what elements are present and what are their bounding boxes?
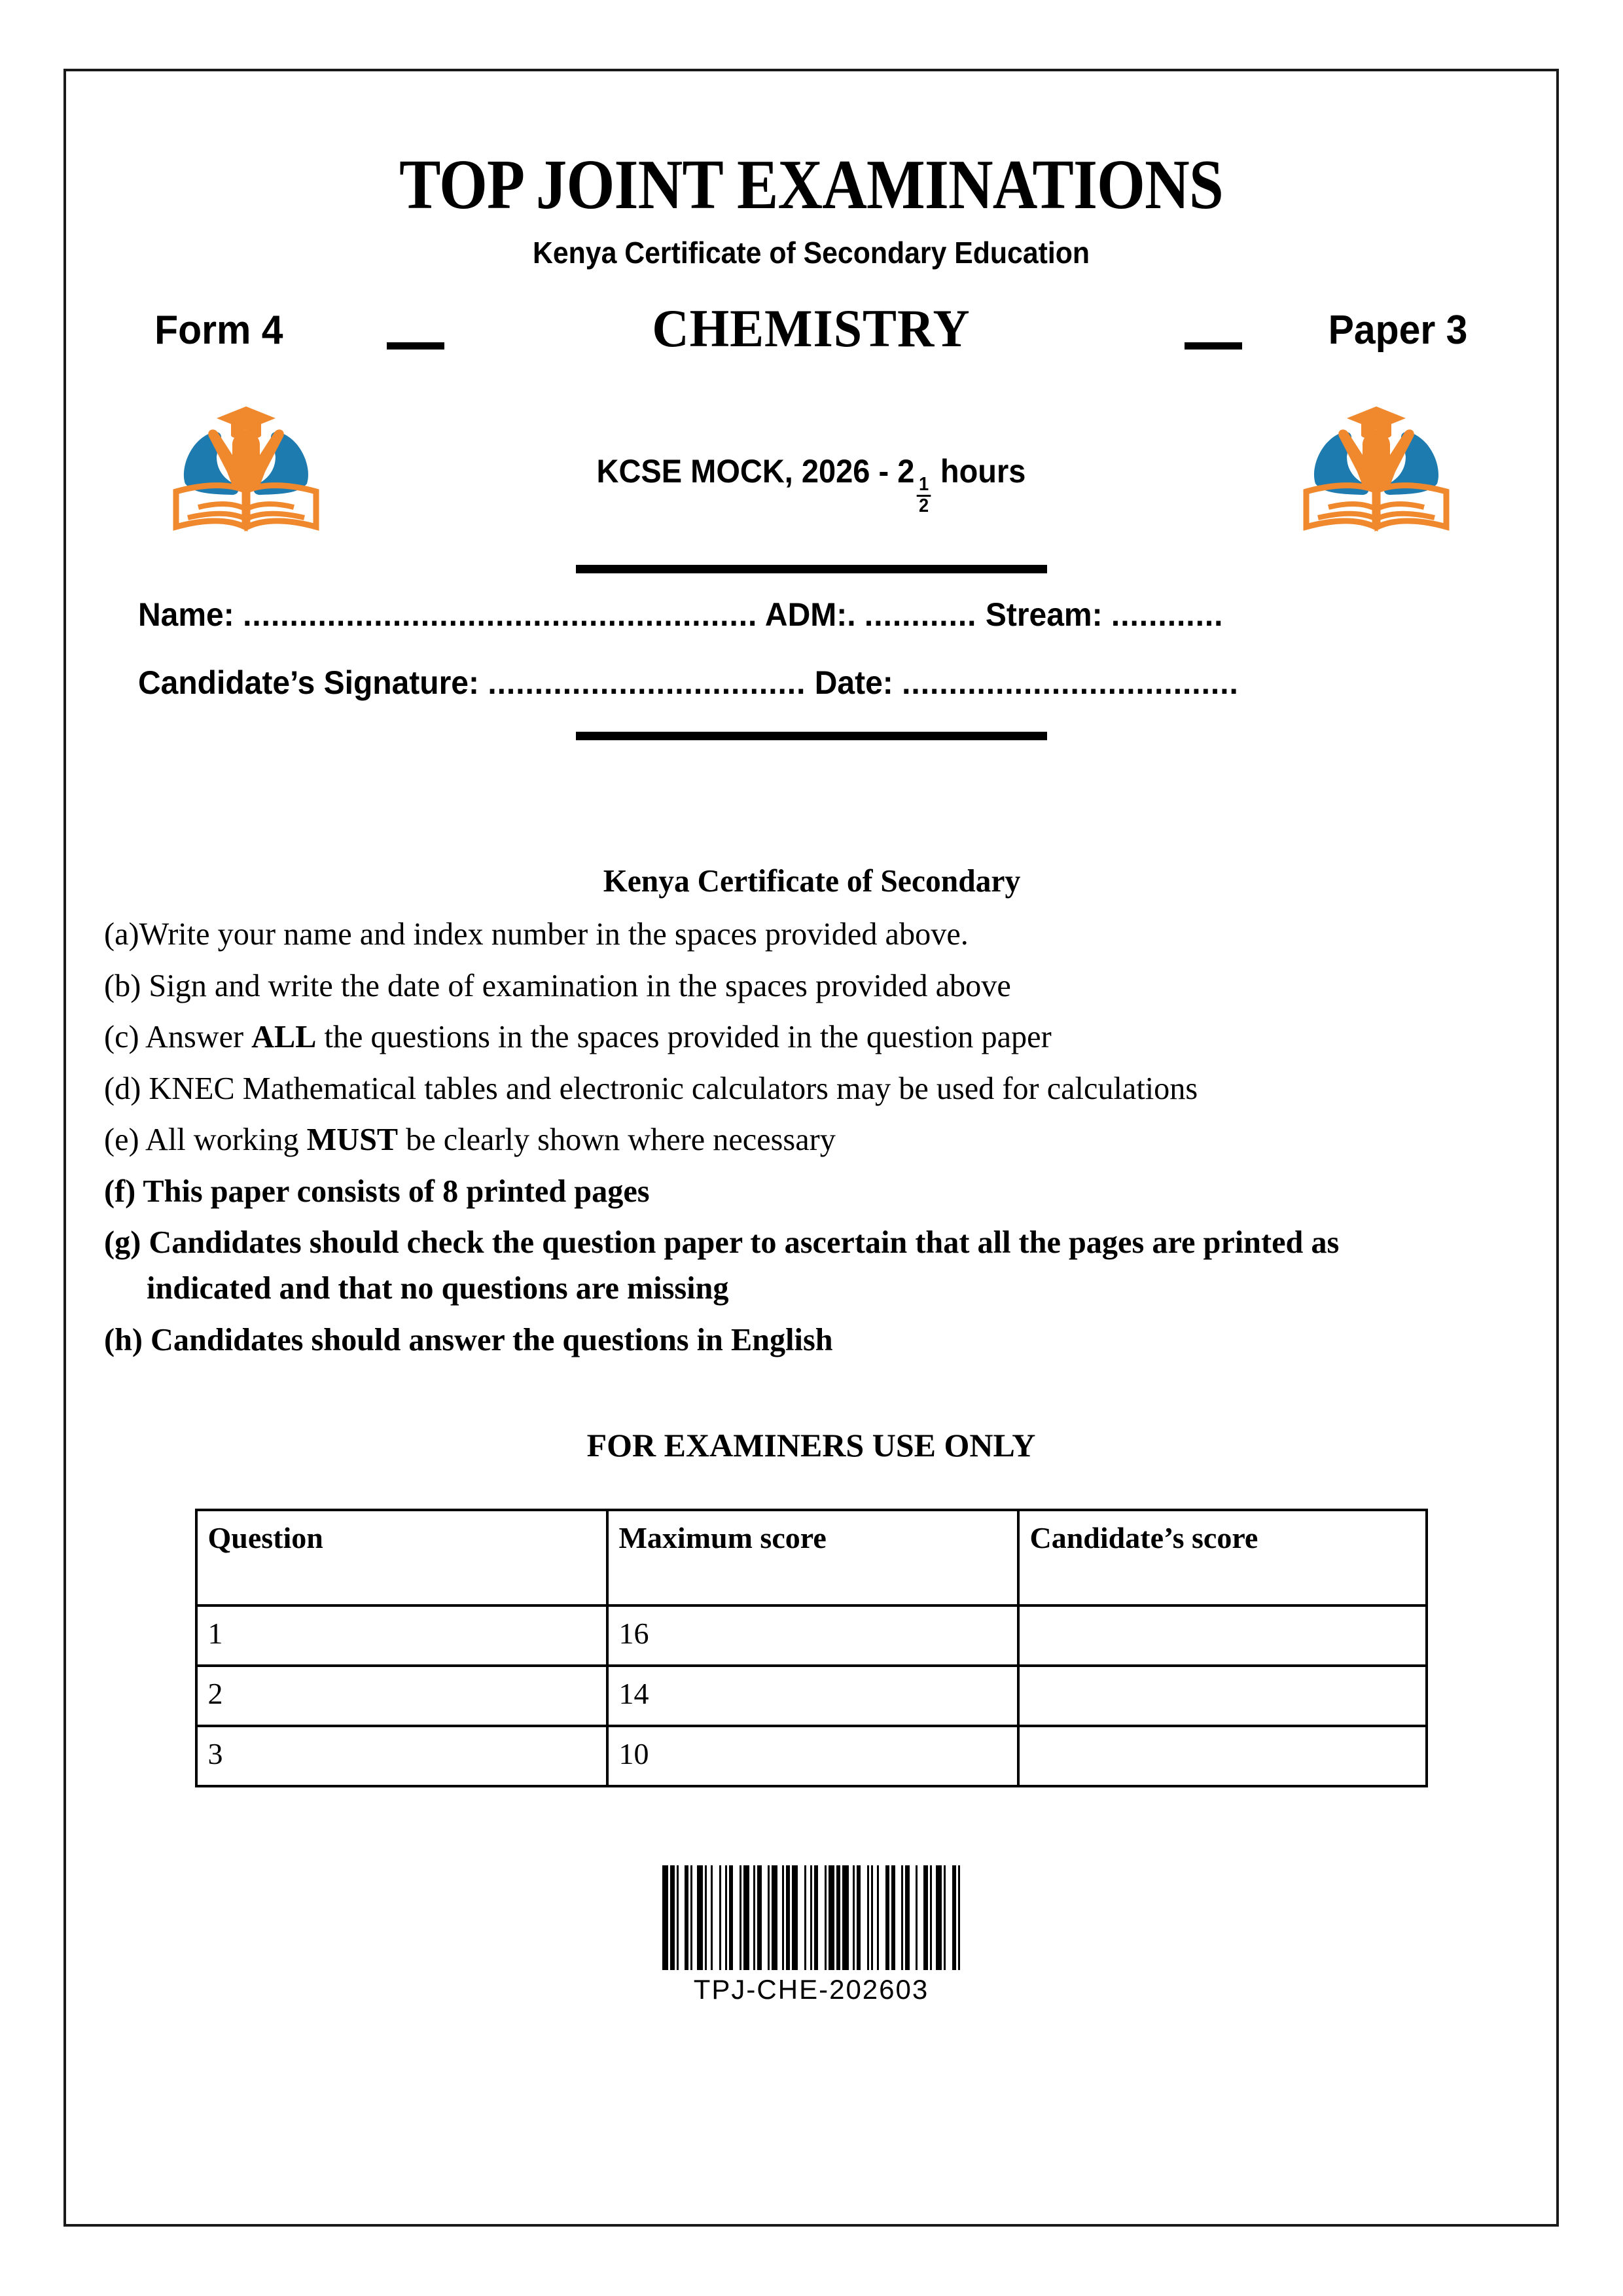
instruction-text-e-pre: All working: [145, 1121, 307, 1158]
barcode-image: [662, 1865, 960, 1970]
cell-question-1: 1: [196, 1605, 607, 1666]
dash-right-decoration: [1185, 342, 1242, 350]
instruction-item-d: [104, 1066, 1499, 1111]
instruction-item-g: [104, 1219, 1499, 1310]
paper-label: Paper 3: [1328, 308, 1468, 353]
instruction-item-h: [104, 1317, 1499, 1363]
cell-maximum-score-2: 14: [607, 1666, 1018, 1726]
barcode-label: TPJ-CHE-202603: [693, 1974, 929, 2005]
signature-input[interactable]: ..................................: [488, 664, 806, 701]
instruction-text-h: Candidates should answer the questions in English: [151, 1321, 833, 1357]
instruction-marker-g: (g): [104, 1224, 141, 1261]
divider-rule-bottom: [576, 732, 1047, 740]
mock-prefix: KCSE MOCK, 2026 - 2: [596, 453, 915, 490]
form-label: Form 4: [154, 308, 283, 353]
column-header-maximum-score: Maximum score: [607, 1510, 1018, 1605]
cell-question-2: 2: [196, 1666, 607, 1726]
instruction-text-e-post: be clearly shown where necessary: [398, 1121, 836, 1158]
fraction-numerator: 1: [918, 474, 929, 495]
page-border: [63, 69, 1559, 2227]
instruction-marker-e: (e): [104, 1121, 139, 1158]
adm-label: ADM:.: [764, 596, 856, 633]
cell-maximum-score-1: 16: [607, 1605, 1018, 1666]
cell-question-3: 3: [196, 1726, 607, 1786]
table-header-row: [196, 1510, 1427, 1605]
column-header-question: Question: [196, 1510, 607, 1605]
instruction-marker-c: (c): [104, 1018, 139, 1055]
barcode-block: [66, 1857, 1556, 2005]
divider-rule-top: [576, 565, 1047, 573]
top-joint-examinations-logo-right: [1301, 392, 1452, 533]
instruction-marker-a: (a): [104, 916, 139, 952]
instruction-text-g-continued: indicated and that no questions are missing: [147, 1270, 729, 1306]
instructions-section: [66, 862, 1556, 1362]
exam-subtitle: Kenya Certificate of Secondary Education: [532, 236, 1090, 270]
instruction-item-f: [104, 1168, 1499, 1214]
instruction-text-b: Sign and write the date of examination in the spaces provided above: [149, 967, 1011, 1003]
cell-candidate-score-2[interactable]: [1018, 1666, 1427, 1726]
subject-row: [66, 295, 1556, 380]
duration-fraction: [917, 475, 931, 516]
column-header-candidate-score: Candidate’s score: [1018, 1510, 1427, 1605]
cell-candidate-score-3[interactable]: [1018, 1726, 1427, 1786]
cell-maximum-score-3: 10: [607, 1726, 1018, 1786]
instruction-text-a: Write your name and index number in the spaces provided above.: [139, 916, 969, 952]
name-input[interactable]: .......................................................: [243, 596, 758, 633]
instruction-marker-b: (b): [104, 967, 141, 1003]
instructions-heading: Kenya Certificate of Secondary: [603, 863, 1021, 899]
date-input[interactable]: ....................................: [902, 664, 1239, 701]
stream-input[interactable]: ............: [1111, 596, 1224, 633]
table-row: [196, 1666, 1427, 1726]
instruction-emphasis-all: ALL: [251, 1018, 317, 1055]
fraction-denominator: 2: [917, 495, 931, 516]
examiners-score-table: [195, 1509, 1428, 1787]
instruction-text-c-post: the questions in the spaces provided in the question paper: [316, 1018, 1052, 1055]
instruction-text-g: Candidates should check the question paper to ascertain that all the pages are printed as: [149, 1224, 1340, 1261]
candidate-details-fields: [66, 596, 1556, 702]
examiners-section-title: FOR EXAMINERS USE ONLY: [586, 1427, 1036, 1464]
instruction-marker-h: (h): [104, 1321, 143, 1357]
instruction-text-d: KNEC Mathematical tables and electronic calculators may be used for calculations: [149, 1069, 1198, 1106]
table-row: [196, 1605, 1427, 1666]
stream-label: Stream:: [985, 596, 1103, 633]
name-adm-stream-line: [138, 596, 1462, 634]
instruction-item-b: [104, 963, 1499, 1009]
instruction-marker-d: (d): [104, 1069, 141, 1106]
instruction-item-c: [104, 1014, 1499, 1060]
logo-and-duration-band: [66, 392, 1556, 556]
instruction-marker-f: (f): [104, 1172, 136, 1209]
instruction-item-e: [104, 1117, 1499, 1162]
table-row: [196, 1726, 1427, 1786]
name-label: Name:: [138, 596, 234, 633]
instruction-text-c-pre: Answer: [145, 1018, 252, 1055]
adm-input[interactable]: ............: [864, 596, 977, 633]
subject-name: CHEMISTRY: [652, 298, 971, 358]
instruction-item-a: [104, 911, 1499, 957]
masthead: [66, 146, 1556, 270]
cell-candidate-score-1[interactable]: [1018, 1605, 1427, 1666]
date-label: Date:: [814, 664, 893, 701]
instruction-text-f: This paper consists of 8 printed pages: [143, 1172, 650, 1209]
mock-suffix: hours: [940, 453, 1026, 490]
signature-label: Candidate’s Signature:: [138, 664, 479, 701]
exam-title: TOP JOINT EXAMINATIONS: [399, 146, 1223, 224]
instruction-emphasis-must: MUST: [306, 1121, 399, 1158]
signature-date-line: [138, 664, 1462, 702]
